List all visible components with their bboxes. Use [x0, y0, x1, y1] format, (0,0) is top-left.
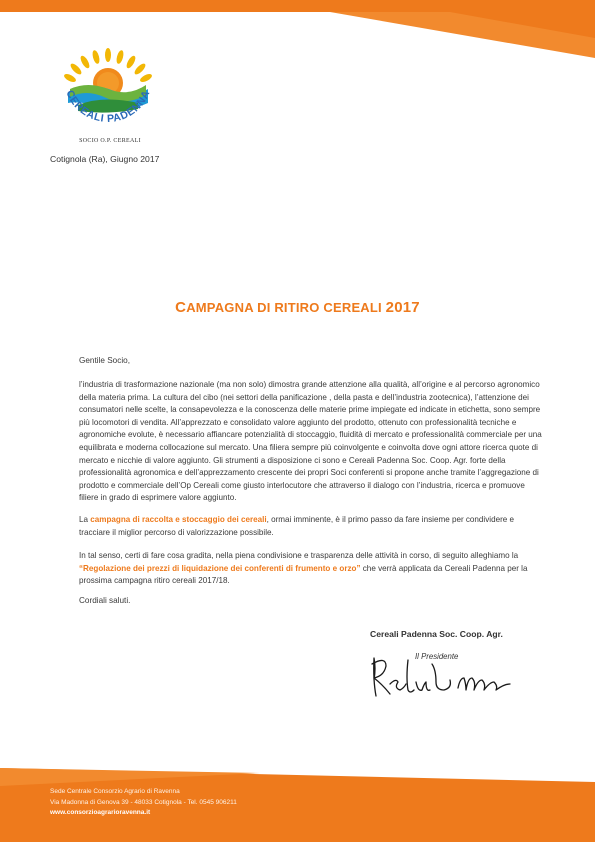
paragraph-3-lead: In tal senso, certi di fare cosa gradita, nella piena condivisione e trasparenza delle attività in corso, di seguito alleghiamo la — [79, 551, 519, 560]
letter-title — [0, 299, 595, 316]
logo-brand-text: CEREALI PADENNA — [63, 88, 153, 126]
greeting: Gentile Socio, — [79, 356, 130, 365]
closing: Cordiali saluti. — [79, 596, 131, 605]
title-year: 2017 — [385, 299, 420, 316]
footer-line-2: Via Madonna di Genova 39 - 48033 Cotignola - Tel. 0545 906211 — [50, 798, 237, 806]
paragraph-2-highlight: campagna di raccolta e stoccaggio dei cereali — [90, 515, 267, 524]
paragraph-2-lead: La — [79, 515, 91, 524]
paragraph-3 — [79, 550, 545, 588]
paragraph-3-highlight: “Regolazione dei prezzi di liquidazione dei conferenti di frumento e orzo” — [79, 563, 361, 573]
signatory-organization: Cereali Padenna Soc. Coop. Agr. — [370, 629, 503, 639]
paragraph-3-rest: che verrà applicata da Cereali Padenna per la prossima campagna ritiro cereali 2017/18. — [79, 563, 528, 586]
signatory-role: Il Presidente — [415, 652, 459, 661]
footer-website-link[interactable]: www.consorzioagrarioravenna.it — [50, 809, 151, 816]
paragraph-2 — [79, 514, 545, 539]
paragraph-2-rest: , ormai imminente, è il primo passo da fare insieme per condividere e tracciare il miglior percorso di valorizzazione possibile. — [79, 515, 515, 537]
title-initial: C — [175, 299, 187, 316]
title-text: AMPAGNA DI RITIRO CEREALI — [186, 300, 382, 315]
footer-line-1: Sede Centrale Consorzio Agrario di Ravenna — [50, 788, 180, 795]
footer — [50, 787, 237, 819]
place-date: Cotignola (Ra), Giugno 2017 — [50, 154, 160, 164]
logo-subtitle: SOCIO O.P. CEREALI — [79, 138, 141, 144]
paragraph-1: l’industria di trasformazione nazionale (ma non solo) dimostra grande attenzione alla qualità, all’origine e al percorso agronomico della materia prima. La cultura del cibo (nei settori della panificazione , della pasta e dell’industria zootecnica), l’attenzione dei consumatori nelle scelte, la consapevolezza e la conoscenza delle materie prime impiegate ed indicate in etichetta, sono sempre più locomotori di vendita. All’apprezzato e consolidato valore aggiunto del prodotto, ottenuto con professionalità tecniche e agronomiche evolute, è necessario affiancare potenzialità di stoccaggio, fluidità di mercato e professionalità commerciale per una equilibrata e moderna collocazione sul mercato. Una filiera sempre più coinvolgente e coinvolta dove ogni attore ricerca quote di mercato e nicchie di valore aggiunto. Gli strumenti a disposizione ci sono e Cereali Padenna Soc. Coop. Agr. forte della professionalità agronomica e dell’apprezzamento crescente dei propri Soci conferenti si propone anche tramite l’aggregazione di prodotto e commerciale dell’Op Cereali come giusto interlocutore che attraverso il dialogo con l’industria, ricerca e promuove filiere in grado di esprimere valore aggiunto. — [79, 380, 542, 503]
